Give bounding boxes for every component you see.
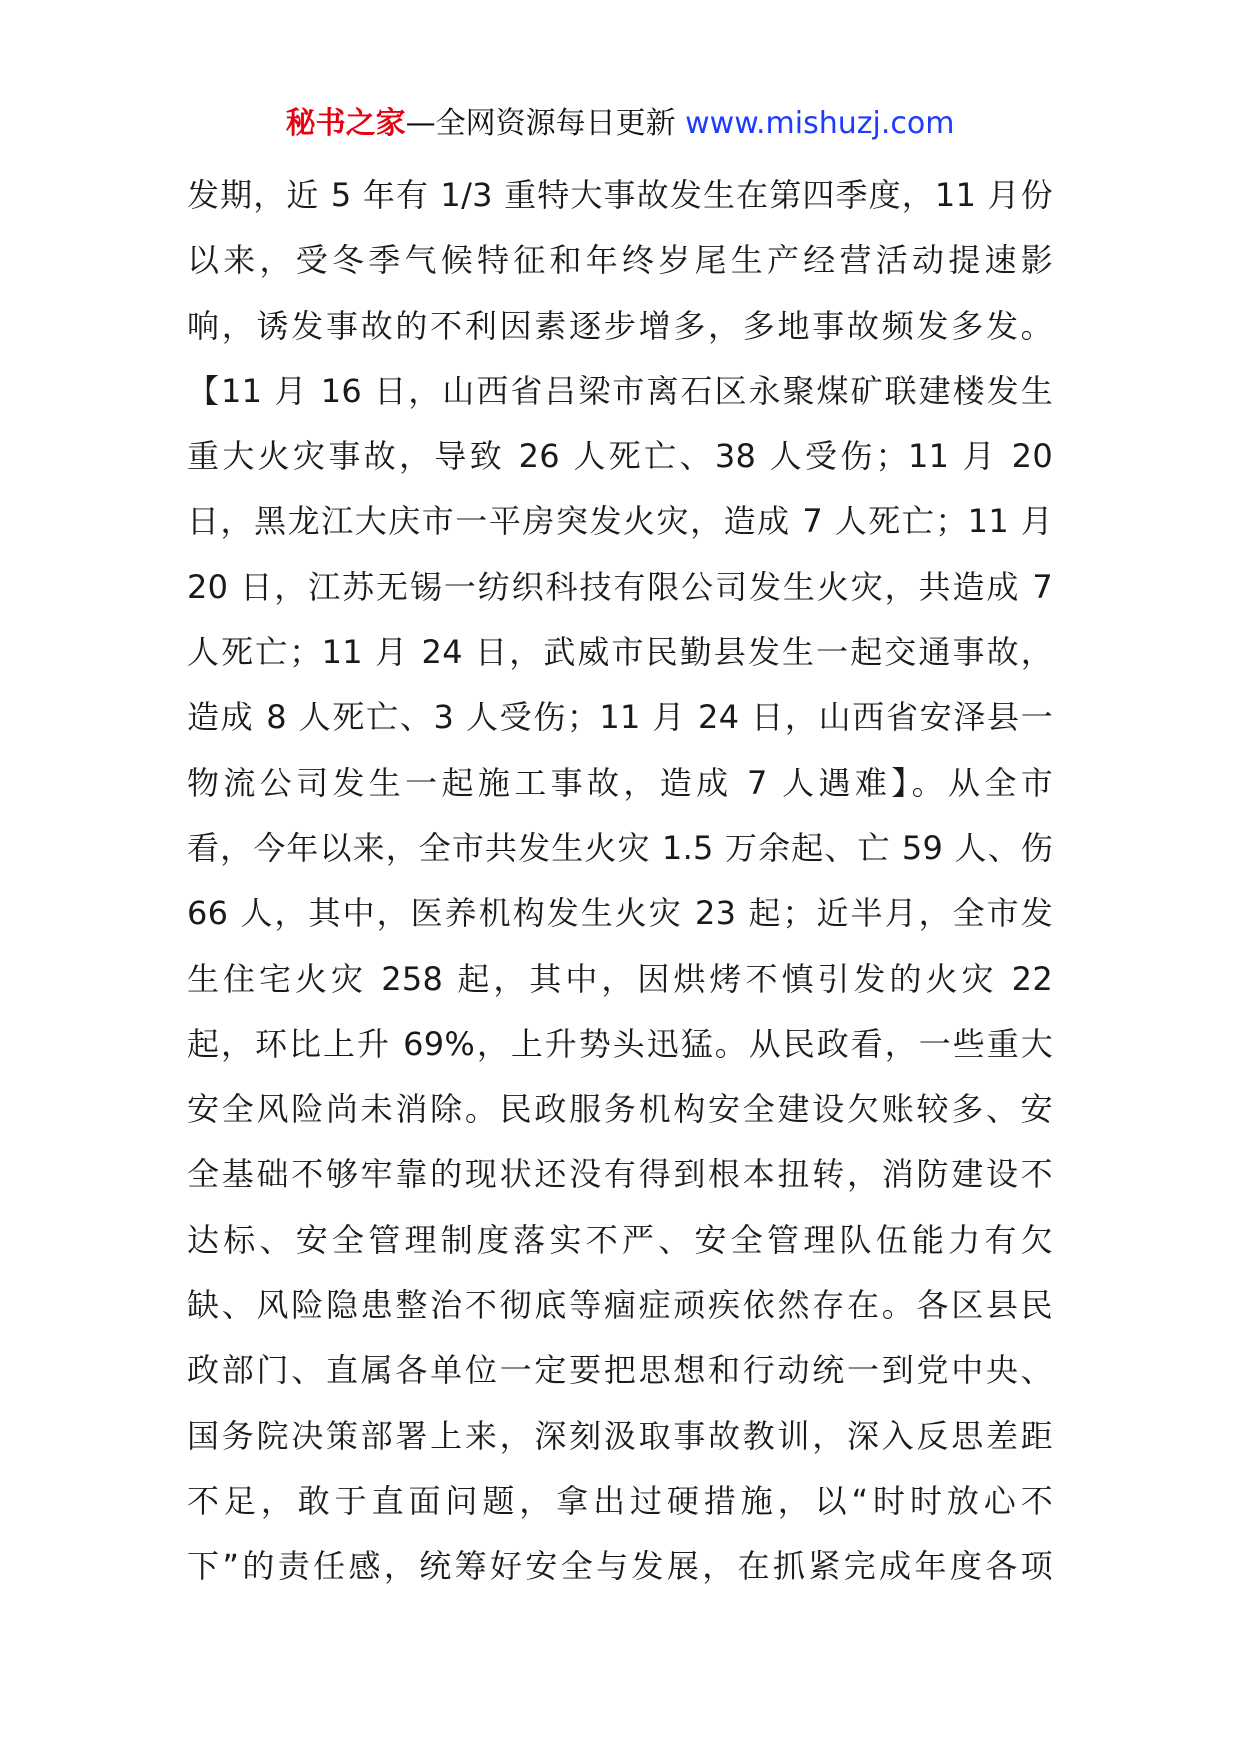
- text-line: 看，今年以来，全市共发生火灾 1.5 万余起、亡 59 人、伤: [187, 828, 1053, 867]
- text-line: 20 日，江苏无锡一纺织科技有限公司发生火灾，共造成 7: [187, 567, 1053, 606]
- site-header: [0, 101, 1240, 147]
- text-line: 起，环比上升 69%，上升势头迅猛。从民政看，一些重大: [187, 1024, 1053, 1063]
- text-line: 国务院决策部署上来，深刻汲取事故教训，深入反思差距: [187, 1416, 1053, 1455]
- text-line: 人死亡；11 月 24 日，武威市民勤县发生一起交通事故，: [187, 633, 1053, 672]
- text-line: 安全风险尚未消除。民政服务机构安全建设欠账较多、安: [187, 1090, 1053, 1129]
- text-line: 生住宅火灾 258 起，其中，因烘烤不慎引发的火灾 22: [187, 959, 1053, 998]
- text-line: 不足，敢于直面问题，拿出过硬措施，以“时时放心不: [187, 1481, 1053, 1520]
- text-line: 发期，近 5 年有 1/3 重特大事故发生在第四季度，11 月份: [187, 176, 1053, 214]
- text-line: 66 人，其中，医养机构发生火灾 23 起；近半月，全市发: [187, 894, 1053, 933]
- text-line: 响，诱发事故的不利因素逐步增多，多地事故频发多发。: [187, 306, 1053, 345]
- document-body: [187, 163, 1053, 1600]
- text-line: 下”的责任感，统筹好安全与发展，在抓紧完成年度各项: [187, 1547, 1053, 1586]
- text-line: 以来，受冬季气候特征和年终岁尾生产经营活动提速影: [187, 241, 1053, 280]
- text-line: 全基础不够牢靠的现状还没有得到根本扭转，消防建设不: [187, 1155, 1053, 1194]
- site-brand: 秘书之家: [285, 106, 406, 141]
- site-tagline: —全网资源每日更新: [405, 106, 676, 141]
- site-url-link[interactable]: www.mishuzj.com: [685, 106, 955, 141]
- text-line: 【11 月 16 日，山西省吕梁市离石区永聚煤矿联建楼发生: [187, 371, 1053, 410]
- text-line: 日，黑龙江大庆市一平房突发火灾，造成 7 人死亡；11 月: [187, 502, 1053, 541]
- text-line: 达标、安全管理制度落实不严、安全管理队伍能力有欠: [187, 1220, 1053, 1259]
- text-line: 物流公司发生一起施工事故，造成 7 人遇难】。从全市: [187, 763, 1053, 802]
- text-line: 缺、风险隐患整治不彻底等痼症顽疾依然存在。各区县民: [187, 1286, 1053, 1325]
- text-line: 重大火灾事故，导致 26 人死亡、38 人受伤；11 月 20: [187, 437, 1053, 476]
- text-line: 政部门、直属各单位一定要把思想和行动统一到党中央、: [187, 1351, 1053, 1390]
- text-line: 造成 8 人死亡、3 人受伤；11 月 24 日，山西省安泽县一: [187, 698, 1053, 737]
